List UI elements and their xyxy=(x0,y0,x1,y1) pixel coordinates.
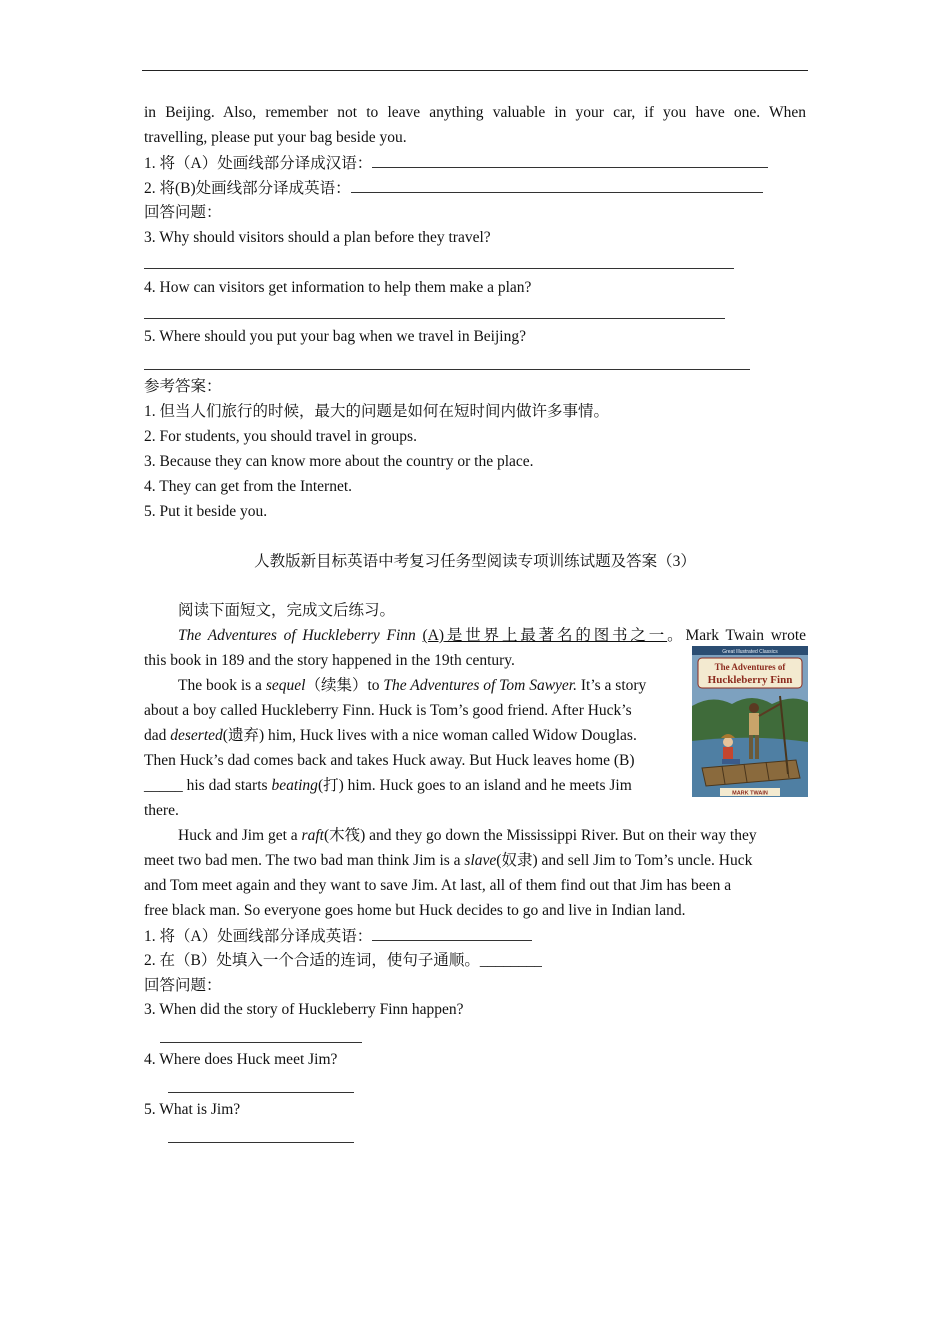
passage-line: free black man. So everyone goes home but Huck decides to go and live in Indian land. xyxy=(144,902,686,919)
passage-line: dad deserted(遗弃) him, Huck lives with a nice woman called Widow Douglas. xyxy=(144,727,637,744)
answer-blank[interactable] xyxy=(168,1092,354,1093)
passage-line: _____ his dad starts beating(打) him. Huck goes to an island and he meets Jim xyxy=(144,777,632,794)
question-2: 2. 在（B）处填入一个合适的连词，使句子通顺。________ xyxy=(144,952,542,969)
answer-key-heading: 参考答案： xyxy=(144,378,222,395)
answer-1: 1. 但当人们旅行的时候，最大的问题是如何在短时间内做许多事情。 xyxy=(144,403,610,420)
answer-blank[interactable] xyxy=(160,1042,362,1043)
answer-4: 4. They can get from the Internet. xyxy=(144,478,353,495)
passage-line: about a boy called Huckleberry Finn. Huck is Tom’s good friend. After Huck’s xyxy=(144,702,632,719)
passage-line: there. xyxy=(144,802,179,819)
answer-2: 2. For students, you should travel in groups. xyxy=(144,428,417,445)
question-2 xyxy=(144,178,763,199)
answer-blank[interactable] xyxy=(372,153,768,168)
cover-title-line1: The Adventures of xyxy=(714,662,786,672)
passage-line: The book is a sequel（续集）to The Adventures of Tom Sawyer. It’s a story xyxy=(178,677,647,694)
instruction: 阅读下面短文，完成文后练习。 xyxy=(178,602,396,619)
question-3: 3. When did the story of Huckleberry Finn happen? xyxy=(144,1001,464,1018)
cover-author: MARK TWAIN xyxy=(732,790,768,797)
question-4: 4. How can visitors get information to help them make a plan? xyxy=(144,279,532,296)
answer-blank[interactable] xyxy=(144,369,750,370)
passage-line: The Adventures of Huckleberry Finn (A)是世界上最著名的图书之一。Mark Twain wrote xyxy=(178,627,807,644)
question-5: 5. What is Jim? xyxy=(144,1101,241,1118)
answer-3: 3. Because they can know more about the country or the place. xyxy=(144,453,534,470)
question-1 xyxy=(144,153,768,174)
book-cover-image xyxy=(692,646,808,797)
passage-line: travelling, please put your bag beside you. xyxy=(144,129,407,146)
cover-strip-text: Great Illustrated Classics xyxy=(722,649,778,655)
passage-line: Huck and Jim get a raft(木筏) and they go down the Mississippi River. But on their way they xyxy=(178,827,757,844)
answer-heading: 回答问题： xyxy=(144,204,222,221)
answer-blank[interactable] xyxy=(168,1142,354,1143)
answer-blank[interactable] xyxy=(144,268,734,269)
answer-5: 5. Put it beside you. xyxy=(144,503,268,520)
passage-line: in Beijing. Also, remember not to leave anything valuable in your car, if you have one. When xyxy=(144,104,806,121)
question-5: 5. Where should you put your bag when we travel in Beijing? xyxy=(144,328,526,345)
book-title: The Adventures of Huckleberry Finn xyxy=(178,627,416,644)
passage-line: Then Huck’s dad comes back and takes Huck away. But Huck leaves home (B) xyxy=(144,752,635,769)
passage-line: meet two bad men. The two bad man think Jim is a slave(奴隶) and sell Jim to Tom’s uncle. Huck xyxy=(144,852,753,869)
answer-heading: 回答问题： xyxy=(144,977,222,994)
question-text: 2. 将(B)处画线部分译成英语： xyxy=(144,180,351,197)
question-1: 1. 将（A）处画线部分译成英语： xyxy=(144,926,532,947)
answer-blank[interactable] xyxy=(351,178,763,193)
passage-line: this book in 189 and the story happened in the 19th century. xyxy=(144,652,515,669)
passage-line: and Tom meet again and they want to save Jim. At last, all of them find out that Jim has been a xyxy=(144,877,732,894)
question-4: 4. Where does Huck meet Jim? xyxy=(144,1051,338,1068)
cover-title-line2: Huckleberry Finn xyxy=(707,674,793,686)
question-3: 3. Why should visitors should a plan before they travel? xyxy=(144,229,491,246)
header-rule xyxy=(142,70,808,71)
section-title: 人教版新目标英语中考复习任务型阅读专项训练试题及答案（3） xyxy=(254,553,696,570)
answer-blank[interactable] xyxy=(144,318,725,319)
question-text: 1. 将（A）处画线部分译成汉语： xyxy=(144,155,373,172)
answer-blank[interactable] xyxy=(372,926,532,941)
marker-a: (A)是世界上最著名的图书之一 xyxy=(422,627,668,644)
